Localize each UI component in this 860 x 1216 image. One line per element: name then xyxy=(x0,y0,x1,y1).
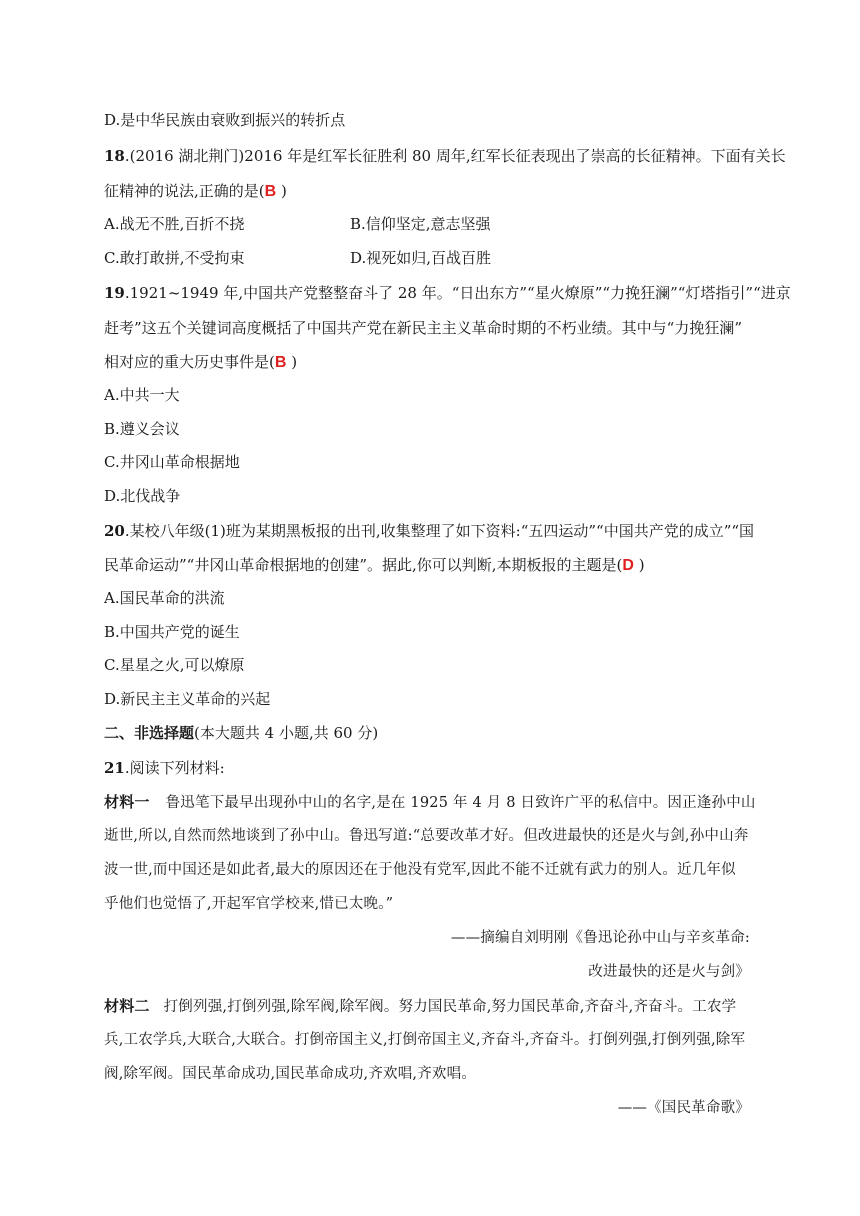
q18-option-c: C.敢打敢拼,不受拘束 xyxy=(104,249,245,267)
material-1-line3: 波一世,而中国还是如此者,最大的原因还在于他没有党军,因此不能不迁就有武力的别人。近几年似 xyxy=(104,862,736,878)
material-1-line2: 逝世,所以,自然而然地谈到了孙中山。鲁迅写道:“总要改革才好。但改进最快的还是火与剑,孙中山奔 xyxy=(104,828,749,844)
q19-number: 19 xyxy=(104,284,125,302)
material-2-label: 材料二 xyxy=(104,997,150,1015)
q18-number: 18 xyxy=(104,147,125,165)
q18-option-d: D.视死如归,百战百胜 xyxy=(350,249,492,267)
q19-option-c: C.井冈山革命根据地 xyxy=(104,453,240,471)
material-2-line3: 阀,除军阀。国民革命成功,国民革命成功,齐欢唱,齐欢唱。 xyxy=(104,1066,477,1082)
q18-stem-line1: 18.(2016 湖北荆门)2016 年是红军长征胜利 80 周年,红军长征表现出了崇高的长征精神。下面有关长 xyxy=(104,147,786,165)
material-1-line4: 乎他们也觉悟了,开起军官学校来,惜已太晚。” xyxy=(104,896,394,912)
material-1-source-line1: ——摘编自刘明刚《鲁迅论孙中山与辛亥革命: xyxy=(450,930,750,946)
q20-stem-line1: 20.某校八年级(1)班为某期黑板报的出刊,收集整理了如下资料:“五四运动”“中国共产党的成立”“国 xyxy=(104,522,755,540)
q20-option-b: B.中国共产党的诞生 xyxy=(104,623,240,641)
q19-option-d: D.北伐战争 xyxy=(104,487,181,505)
q19-option-b: B.遵义会议 xyxy=(104,420,180,438)
q21-number: 21 xyxy=(104,759,125,777)
q19-stem-line3: 相对应的重大历史事件是(B ) xyxy=(104,353,298,371)
q20-stem-line2: 民革命运动”“井冈山革命根据地的创建”。据此,你可以判断,本期板报的主题是(D ) xyxy=(104,556,645,574)
q20-option-c: C.星星之火,可以燎原 xyxy=(104,656,245,674)
material-2-line1: 材料二 打倒列强,打倒列强,除军阀,除军阀。努力国民革命,努力国民革命,齐奋斗,齐奋斗。工农学 xyxy=(104,997,737,1015)
q19-stem-line2: 赶考”这五个关键词高度概括了中国共产党在新民主主义革命时期的不朽业绩。其中与“力挽狂澜” xyxy=(104,319,743,337)
material-2-source: ——《国民革命歌》 xyxy=(617,1100,750,1116)
material-1-source-line2: 改进最快的还是火与剑》 xyxy=(588,964,750,980)
q19-stem-line1: 19.1921~1949 年,中国共产党整整奋斗了 28 年。“日出东方”“星火燎原”“力挽狂澜”“灯塔指引”“进京 xyxy=(104,284,791,302)
q18-answer: B xyxy=(264,183,277,200)
q18-stem-line2: 征精神的说法,正确的是(B ) xyxy=(104,182,287,200)
q18-option-a: A.战无不胜,百折不挠 xyxy=(104,215,245,233)
q17-option-d: D.是中华民族由衰败到振兴的转折点 xyxy=(104,111,346,129)
section-heading: 二、非选择题(本大题共 4 小题,共 60 分) xyxy=(104,724,379,742)
material-1-line1: 材料一 鲁迅笔下最早出现孙中山的名字,是在 1925 年 4 月 8 日致许广平的私信中。因正逢孙中山 xyxy=(104,793,756,811)
q20-option-d: D.新民主主义革命的兴起 xyxy=(104,690,271,708)
q20-number: 20 xyxy=(104,522,125,540)
q19-option-a: A.中共一大 xyxy=(104,386,180,404)
material-2-line2: 兵,工农学兵,大联合,大联合。打倒帝国主义,打倒帝国主义,齐奋斗,齐奋斗。打倒列强,打倒列强,除军 xyxy=(104,1032,746,1048)
q21-intro: 21.阅读下列材料: xyxy=(104,759,225,777)
q20-option-a: A.国民革命的洪流 xyxy=(104,589,225,607)
q20-answer: D xyxy=(622,557,634,574)
q18-option-b: B.信仰坚定,意志坚强 xyxy=(350,215,491,233)
material-1-label: 材料一 xyxy=(104,793,150,811)
q19-answer: B xyxy=(274,354,287,371)
